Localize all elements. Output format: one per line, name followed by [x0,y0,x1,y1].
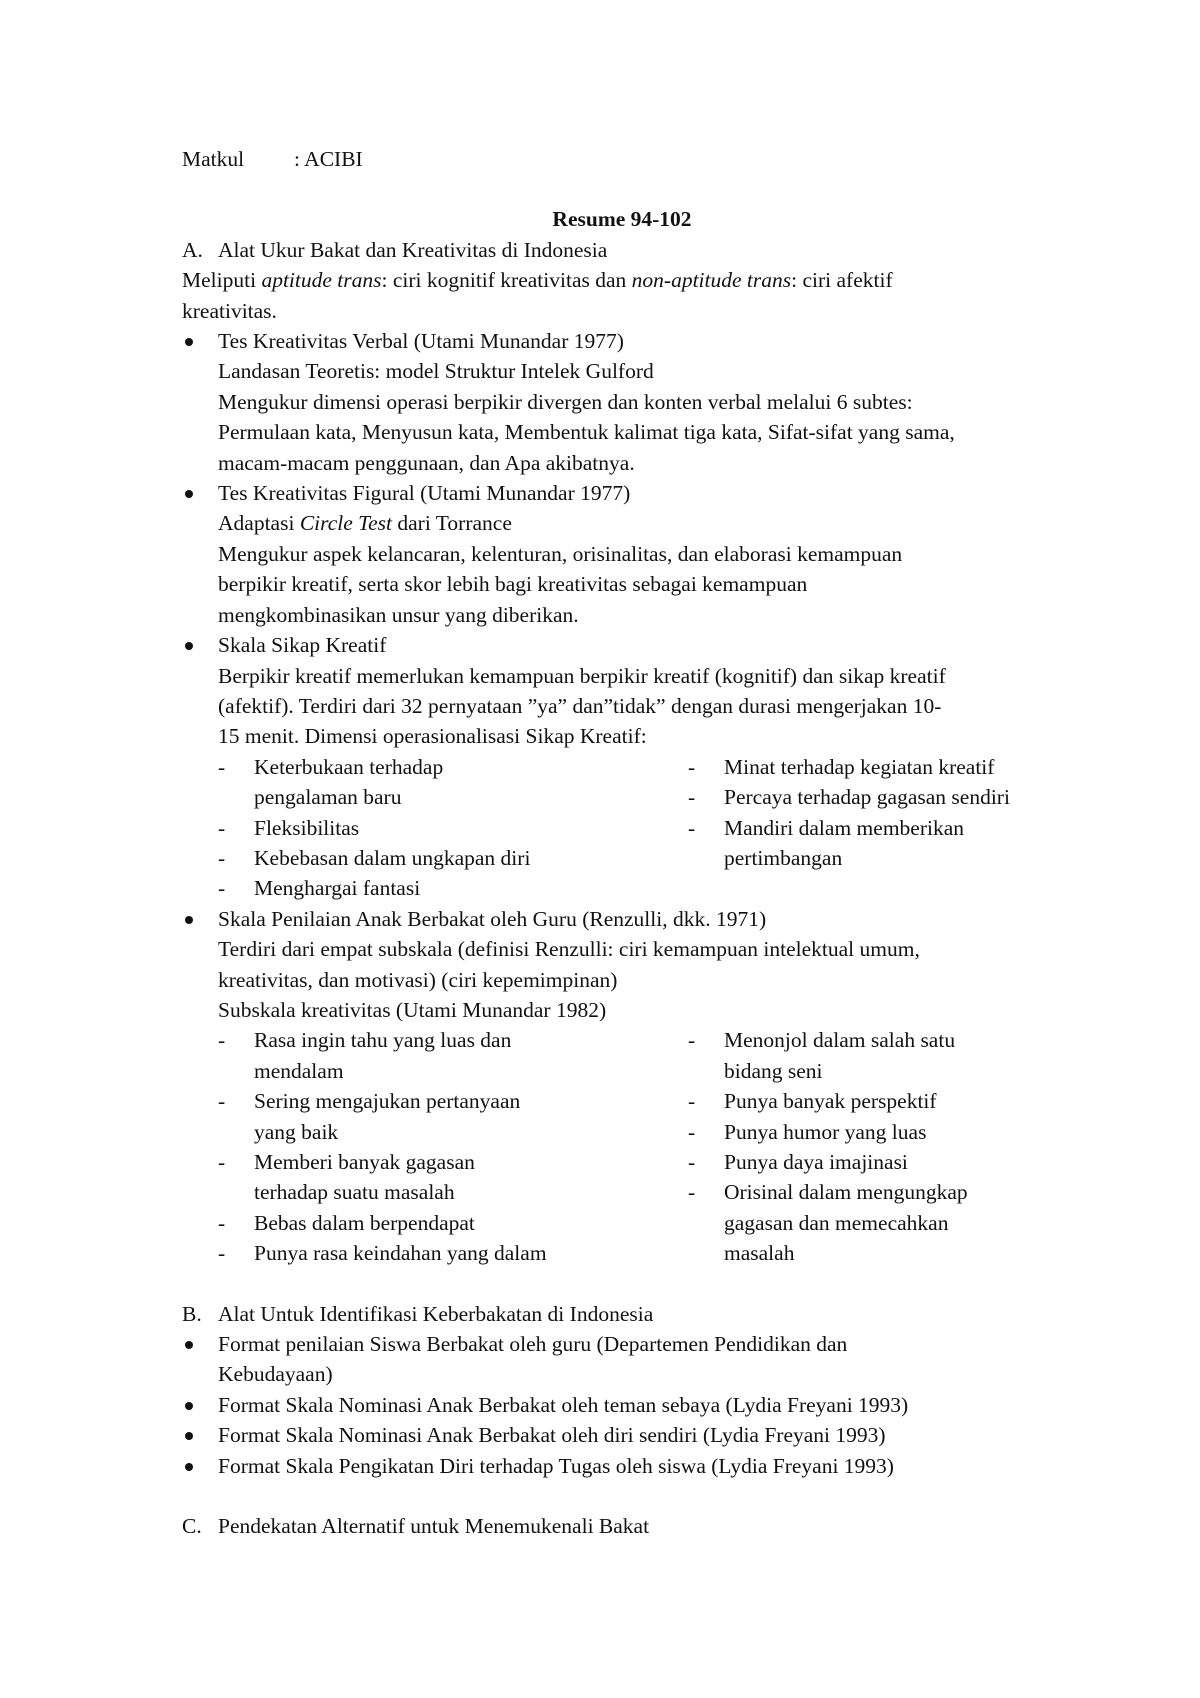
dash-item: - Punya banyak perspektif [688,1089,937,1114]
bullet-icon [185,1402,193,1410]
course-label: Matkul [182,147,245,171]
list-item: Skala Sikap Kreatif Berpikir kreatif memerlukan kemampuan berpikir kreatif (kognitif) dan sikap kreatif (afektif). Terdiri dari 32 pernyataan ”ya” dan”tidak” dengan durasi mengerjakan 10- 15 menit. Dimensi operasionalisasi Sikap Kreatif: [182,630,1062,752]
section-c-letter: C. [182,1514,202,1539]
dimensions-left [218,752,688,904]
list-item: Format Skala Nominasi Anak Berbakat oleh teman sebaya (Lydia Freyani 1993) [182,1390,1062,1420]
bullet-icon [185,916,193,924]
dash-item: - Punya humor yang luas [688,1119,927,1144]
list-item: Format Skala Pengikatan Diri terhadap Tugas oleh siswa (Lydia Freyani 1993) [182,1451,1062,1481]
dash-item: - Menonjol dalam salah satu bidang seni [688,1028,956,1083]
bullet-icon [185,490,193,498]
document-title: Resume 94-102 [552,207,692,232]
dimensions-right [688,752,1062,904]
dash-item: - Minat terhadap kegiatan kreatif [688,754,995,779]
dash-item: - Punya rasa keindahan yang dalam [218,1241,547,1266]
dash-item: - Memberi banyak gagasan terhadap suatu masalah [218,1150,475,1205]
dash-item: - Rasa ingin tahu yang luas dan mendalam [218,1028,512,1083]
section-a-heading: A. Alat Ukur Bakat dan Kreativitas di Indonesia [182,235,1062,265]
dash-item: - Percaya terhadap gagasan sendiri [688,785,1010,810]
sikap-kreatif-dimensions [182,752,1062,904]
dash-item: - Mandiri dalam memberikan pertimbangan [688,815,965,870]
section-a-intro: Meliputi aptitude trans: ciri kognitif kreativitas dan non-aptitude trans: ciri afektif [182,268,893,293]
dash-item: - Sering mengajukan pertanyaan yang baik [218,1089,521,1144]
document-body [182,144,1062,1541]
bullet-icon [185,642,193,650]
subscale-left [218,1025,688,1268]
section-b-letter: B. [182,1301,202,1326]
section-b-heading: B. Alat Untuk Identifikasi Keberbakatan di Indonesia [182,1299,1062,1329]
bullet-icon [185,1463,193,1471]
dash-item: - Kebebasan dalam ungkapan diri [218,845,531,870]
section-a-intro-cont: kreativitas. [182,298,277,323]
bullet-icon [185,1432,193,1440]
list-item: Format Skala Nominasi Anak Berbakat oleh diri sendiri (Lydia Freyani 1993) [182,1420,1062,1450]
list-item: Tes Kreativitas Verbal (Utami Munandar 1977) Landasan Teoretis: model Struktur Intelek Gulford Mengukur dimensi operasi berpikir divergen dan konten verbal melalui 6 subtes: Permulaan kata, Menyusun kata, Membentuk kalimat tiga kata, Sifat-sifat yang sama, macam-macam penggunaan, dan Apa akibatnya. [182,326,1062,478]
dash-item: - Menghargai fantasi [218,876,421,901]
section-a-letter: A. [182,237,203,262]
dash-item: - Fleksibilitas [218,815,360,840]
dash-item: - Punya daya imajinasi [688,1150,908,1174]
creativity-subscale [182,1025,1062,1268]
list-item: Tes Kreativitas Figural (Utami Munandar 1977) Adaptasi Circle Test dari Torrance Mengukur aspek kelancaran, kelenturan, orisinalitas, dan elaborasi kemampuan berpikir kreatif, serta skor lebih bagi kreativitas sebagai kemampuan mengkombinasikan unsur yang diberikan. [182,478,1062,630]
dash-item: - Keterbukaan terhadap pengalaman baru [218,754,444,810]
list-item: Format penilaian Siswa Berbakat oleh guru (Departemen Pendidikan dan Kebudayaan) [182,1329,1062,1390]
course-line [182,144,1062,174]
bullet-icon [185,338,193,346]
course-value: : ACIBI [294,147,363,171]
section-c-heading: C. Pendekatan Alternatif untuk Menemukenali Bakat [182,1511,1062,1541]
list-item: Skala Penilaian Anak Berbakat oleh Guru (Renzulli, dkk. 1971) Terdiri dari empat subskala (definisi Renzulli: ciri kemampuan intelektual umum, kreativitas, dan motivasi) (ciri kepemimpinan) Subskala kreativitas (Utami Munandar 1982) [182,904,1062,1026]
bullet-icon [185,1341,193,1349]
dash-item: - Bebas dalam berpendapat [218,1210,475,1235]
dash-item: - Orisinal dalam mengungkap gagasan dan memecahkan masalah [688,1180,968,1266]
subscale-right [688,1025,1062,1268]
